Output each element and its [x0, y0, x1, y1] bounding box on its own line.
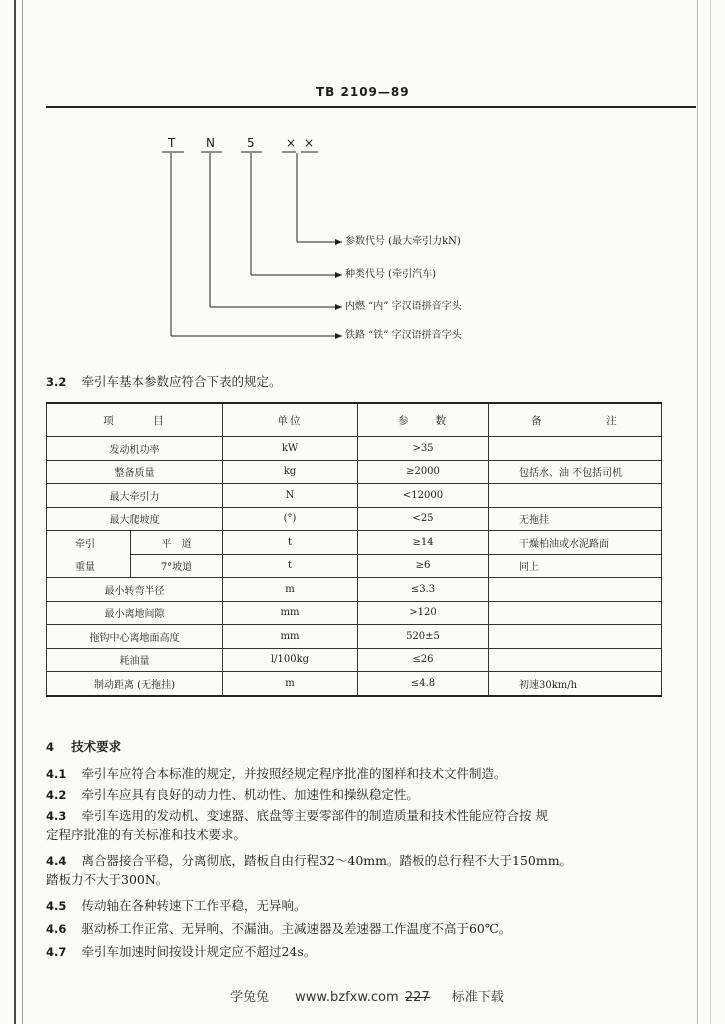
clause-number: 4.3 — [46, 809, 67, 823]
cell-note: 同上 — [489, 554, 662, 578]
cell-note — [489, 437, 662, 461]
cell-note — [489, 484, 662, 508]
clause-text: 牵引车选用的发动机、变速器、底盘等主要零部件的制造质量和技术性能应符合按 规 — [81, 808, 548, 823]
clause-4-5 — [46, 897, 306, 913]
label-type-code: 种类代号 (牵引汽车) — [345, 269, 436, 280]
cell-param: ≤3.3 — [358, 578, 489, 602]
clause-4-4-continued: 踏板力不大于300N。 — [46, 872, 169, 887]
standard-header: TB 2109—89 — [316, 85, 410, 99]
cell-param: ≤4.8 — [358, 672, 489, 696]
cell-item: 耗油量 — [47, 648, 223, 672]
section-4-title: 技术要求 — [71, 739, 122, 754]
table-row — [47, 484, 662, 508]
table-row — [47, 554, 662, 578]
cell-unit: m — [223, 578, 358, 602]
clause-number: 4.6 — [46, 922, 67, 936]
code-5: 5 — [247, 136, 255, 150]
code-x2: × — [304, 136, 315, 150]
section-4-number: 4 — [46, 740, 55, 754]
table-header-row — [47, 403, 662, 437]
clause-4-2 — [46, 786, 419, 802]
cell-item: 拖钩中心离地面高度 — [47, 625, 223, 649]
table-row — [47, 507, 662, 531]
cell-unit: t — [223, 554, 358, 578]
cell-item: 7°坡道 — [131, 554, 223, 578]
section-4-heading — [46, 738, 121, 754]
cell-unit: kW — [223, 437, 358, 461]
clause-number: 4.4 — [46, 854, 67, 868]
cell-item: 最小转弯半径 — [47, 578, 223, 602]
cell-param: <25 — [358, 507, 489, 531]
clause-4-6 — [46, 920, 511, 936]
cell-unit: mm — [223, 625, 358, 649]
clause-text: 牵引车加速时间按设计规定应不超过24s。 — [81, 944, 317, 959]
label-nei: 内燃 “内” 字汉语拼音字头 — [345, 301, 462, 312]
cell-item: 制动距离 (无拖挂) — [47, 672, 223, 696]
group-label-2: 重量 — [47, 554, 131, 578]
footer-left: 学兔兔 — [230, 990, 270, 1005]
header-note: 备 注 — [489, 403, 662, 437]
table-row — [47, 437, 662, 461]
table-row — [47, 531, 662, 555]
cell-param: ≥6 — [358, 554, 489, 578]
cell-item: 发动机功率 — [47, 437, 223, 461]
cell-unit: m — [223, 672, 358, 696]
header-param: 参 数 — [358, 403, 489, 437]
parameter-table — [46, 402, 662, 697]
table-row — [47, 460, 662, 484]
cell-note — [489, 648, 662, 672]
section-3-2 — [46, 373, 281, 389]
cell-param: <12000 — [358, 484, 489, 508]
section-3-2-number: 3.2 — [46, 375, 67, 389]
header-item: 项 目 — [47, 403, 223, 437]
header-unit: 单位 — [223, 403, 358, 437]
cell-unit: t — [223, 531, 358, 555]
table-row — [47, 648, 662, 672]
group-label-1: 牵引 — [47, 531, 131, 555]
label-param-code: 参数代号 (最大牵引力kN) — [345, 236, 461, 247]
clause-number: 4.7 — [46, 945, 67, 959]
clause-text: 驱动桥工作正常、无异响、不漏油。主减速器及差速器工作温度不高于60℃。 — [81, 921, 512, 936]
cell-unit: l/100kg — [223, 648, 358, 672]
footer-right: 标准下载 — [451, 990, 504, 1005]
clause-4-3 — [46, 807, 548, 823]
clause-text: 牵引车应具有良好的动力性、机动性、加速性和操纵稳定性。 — [81, 787, 419, 802]
section-3-2-text: 牵引车基本参数应符合下表的规定。 — [81, 374, 282, 389]
cell-item: 平 道 — [131, 531, 223, 555]
cell-unit: N — [223, 484, 358, 508]
footer-watermark — [230, 991, 504, 1004]
clause-text: 牵引车应符合本标准的规定，并按照经规定程序批准的图样和技术文件制造。 — [81, 766, 507, 781]
cell-unit: (°) — [223, 507, 358, 531]
cell-note — [489, 578, 662, 602]
clause-number: 4.2 — [46, 788, 67, 802]
clause-text: 传动轴在各种转速下工作平稳，无异响。 — [81, 898, 307, 913]
clause-4-1 — [46, 765, 506, 781]
clause-number: 4.5 — [46, 899, 67, 913]
cell-note: 无拖挂 — [489, 507, 662, 531]
table-row — [47, 578, 662, 602]
clause-text: 离合器接合平稳，分离彻底，踏板自由行程32～40mm。踏板的总行程不大于150mm。 — [81, 853, 573, 868]
cell-note: 包括水、油 不包括司机 — [489, 460, 662, 484]
cell-note — [489, 625, 662, 649]
clause-4-7 — [46, 943, 316, 959]
cell-note — [489, 601, 662, 625]
code-n: N — [206, 136, 215, 150]
page-number: 227 — [404, 990, 430, 1005]
cell-note: 干燥柏油或水泥路面 — [489, 531, 662, 555]
footer-site[interactable]: www.bzfxw.com — [295, 990, 399, 1005]
cell-param: ≤26 — [358, 648, 489, 672]
cell-note: 初速30km/h — [489, 672, 662, 696]
table-row — [47, 672, 662, 696]
cell-item: 最大爬坡度 — [47, 507, 223, 531]
cell-param: ≥14 — [358, 531, 489, 555]
code-t: T — [168, 136, 176, 150]
cell-param: >35 — [358, 437, 489, 461]
table-row — [47, 601, 662, 625]
clause-number: 4.1 — [46, 767, 67, 781]
clause-4-4 — [46, 852, 572, 868]
cell-param: ≥2000 — [358, 460, 489, 484]
cell-item: 整备质量 — [47, 460, 223, 484]
table-row — [47, 625, 662, 649]
clause-4-3-continued: 定程序批准的有关标准和技术要求。 — [46, 827, 247, 842]
cell-item: 最大牵引力 — [47, 484, 223, 508]
cell-unit: mm — [223, 601, 358, 625]
code-x1: × — [286, 136, 297, 150]
cell-unit: kg — [223, 460, 358, 484]
label-tie: 铁路 “铁” 字汉语拼音字头 — [345, 330, 462, 341]
cell-param: 520±5 — [358, 625, 489, 649]
cell-item: 最小离地间隙 — [47, 601, 223, 625]
cell-param: >120 — [358, 601, 489, 625]
